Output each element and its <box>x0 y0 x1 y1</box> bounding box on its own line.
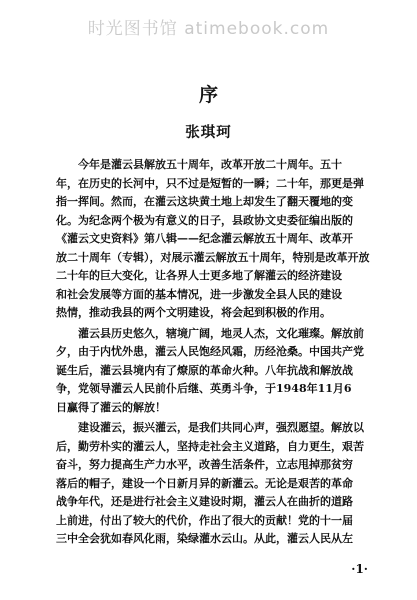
text-line: 化。为纪念两个极为有意义的日子，县政协文史委征编出版的 <box>56 213 353 227</box>
paragraph-1 <box>56 156 370 323</box>
text-line: 和社会发展等方面的基本情况，进一步激发全县人民的建设 <box>56 287 342 301</box>
text-line: 热情，推动我县的两个文明建设，将会起到积极的作用。 <box>56 306 331 319</box>
text-line: 放二十周年（专辑），对展示灌云解放五十周年，特别是改革开放 <box>56 250 370 264</box>
text-line: 后，勤劳朴实的灌云人，坚持走社会主义道路，自力更生，艰苦 <box>56 439 364 453</box>
author-name: 张琪珂 <box>185 124 232 141</box>
text-line: 诞生后，灌云县境内有了燎原的革命火种。八年抗战和解放战 <box>56 363 353 377</box>
text-line: 上前进，付出了较大的代价，作出了很大的贡献！党的十一届 <box>56 513 353 527</box>
text-line: 争，党领导灌云人民前仆后继、英勇斗争，于1948年11月6 <box>56 382 352 395</box>
text-line: 落后的帽子，建设一个日新月异的新灌云。无论是艰苦的革命 <box>56 476 353 490</box>
page-title: 序 <box>198 84 218 106</box>
text-line: 奋斗，努力提高生产力水平，改善生活条件，立志甩掉那贫穷 <box>56 458 353 471</box>
text-line: 建设灌云，振兴灌云，是我们共同心声，强烈愿望。解放以 <box>56 421 364 434</box>
watermark: 时光图书馆 atimebook.com <box>87 19 330 39</box>
text-line: 今年是灌云县解放五十周年，改革开放二十周年。五十 <box>56 158 342 171</box>
text-line: 《灌云文史资料》第八辑——纪念灌云解放五十周年、改革开 <box>56 232 353 245</box>
text-line: 日赢得了灌云的解放！ <box>56 400 166 414</box>
paragraph-3 <box>56 419 364 549</box>
paragraph-2 <box>56 325 364 418</box>
text-line: 指一挥间。然而，在灌云这块黄土地上却发生了翻天覆地的变 <box>56 195 353 208</box>
text-line: 三中全会犹如春风化雨，染绿灌水云山。从此，灌云人民从左 <box>56 532 353 545</box>
text-line: 年，在历史的长河中，只不过是短暂的一瞬；二十年，那更是弹 <box>56 176 364 190</box>
text-line: 战争年代，还是进行社会主义建设时期，灌云人在曲折的道路 <box>56 495 353 508</box>
page-number: ·1· <box>351 562 368 576</box>
text-line: 灌云县历史悠久，辖境广阔，地灵人杰，文化璀璨。解放前 <box>56 326 364 340</box>
text-line: 夕，由于内忧外患，灌云人民饱经风霜，历经沧桑。中国共产党 <box>56 345 364 358</box>
text-line: 二十年的巨大变化，让各界人士更多地了解灌云的经济建设 <box>56 269 342 282</box>
document-page <box>56 80 370 551</box>
